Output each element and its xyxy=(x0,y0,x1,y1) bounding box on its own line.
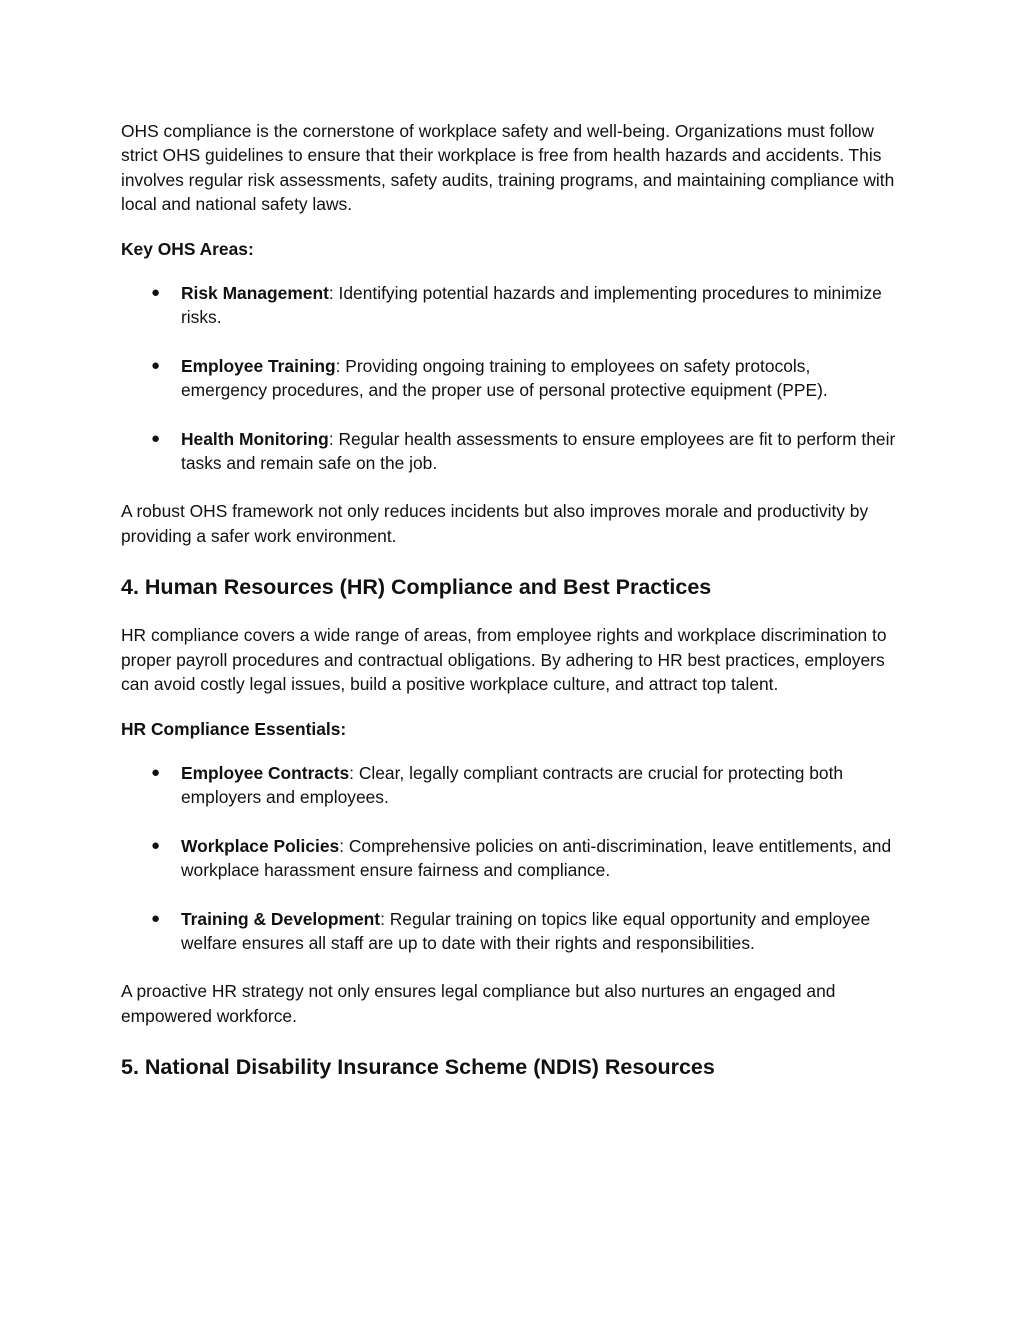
list-item-text: : Regular health assessments to ensure employees are fit to perform their tasks and remain safe on the job. xyxy=(181,428,896,474)
ohs-subheading: Key OHS Areas: xyxy=(121,238,254,259)
hr-intro-paragraph: HR compliance covers a wide range of areas, from employee rights and workplace discrimination to proper payroll procedures and contractual obligations. By adhering to HR best practices, employers can avoid costly legal issues, build a positive workplace culture, and attract top talent. xyxy=(121,625,887,695)
ohs-intro-paragraph: OHS compliance is the cornerstone of workplace safety and well-being. Organizations must follow strict OHS guidelines to ensure that their workplace is free from health hazards and accidents. This involves regular risk assessments, safety audits, training programs, and maintaining compliance with local and national safety laws. xyxy=(121,121,895,215)
ohs-areas-list xyxy=(121,281,901,475)
list-item-text: : Identifying potential hazards and implementing procedures to minimize risks. xyxy=(181,283,882,328)
bullet-icon: ● xyxy=(151,429,161,447)
list-item-term: Health Monitoring xyxy=(181,428,329,449)
list-item xyxy=(121,761,901,810)
bullet-icon: ● xyxy=(151,909,161,927)
list-item-text: : Regular training on topics like equal opportunity and employee welfare ensures all staff are up to date with their rights and responsibilities. xyxy=(181,908,871,953)
list-item-text: : Providing ongoing training to employees on safety protocols, emergency procedures, and the proper use of personal protective equipment (PPE). xyxy=(181,355,828,401)
bullet-icon: ● xyxy=(151,284,161,302)
list-item-term: Employee Training xyxy=(181,355,336,376)
hr-essentials-list xyxy=(121,761,901,955)
section-heading-hr: 4. Human Resources (HR) Compliance and Best Practices xyxy=(121,575,712,600)
list-item xyxy=(121,281,901,330)
list-item xyxy=(121,834,901,883)
bullet-icon: ● xyxy=(151,836,161,854)
bullet-icon: ● xyxy=(151,356,161,374)
section-heading-ndis: 5. National Disability Insurance Scheme (NDIS) Resources xyxy=(121,1055,715,1080)
list-item-text: : Clear, legally compliant contracts are crucial for protecting both employers and employees. xyxy=(181,762,844,808)
list-item xyxy=(121,427,901,476)
list-item-term: Training & Development xyxy=(181,908,381,929)
hr-conclusion-paragraph: A proactive HR strategy not only ensures legal compliance but also nurtures an engaged and empowered workforce. xyxy=(121,981,836,1026)
list-item-term: Risk Management xyxy=(181,283,329,304)
list-item-term: Employee Contracts xyxy=(181,762,350,783)
hr-subheading: HR Compliance Essentials: xyxy=(121,718,347,739)
list-item-term: Workplace Policies xyxy=(181,835,340,856)
bullet-icon: ● xyxy=(151,763,161,781)
ohs-conclusion-paragraph: A robust OHS framework not only reduces incidents but also improves morale and productivity by providing a safer work environment. xyxy=(121,501,869,546)
list-item-text: : Comprehensive policies on anti-discrimination, leave entitlements, and workplace harassment ensure fairness and compliance. xyxy=(181,835,892,881)
list-item xyxy=(121,907,901,956)
list-item xyxy=(121,354,901,403)
document-page xyxy=(121,119,901,1103)
